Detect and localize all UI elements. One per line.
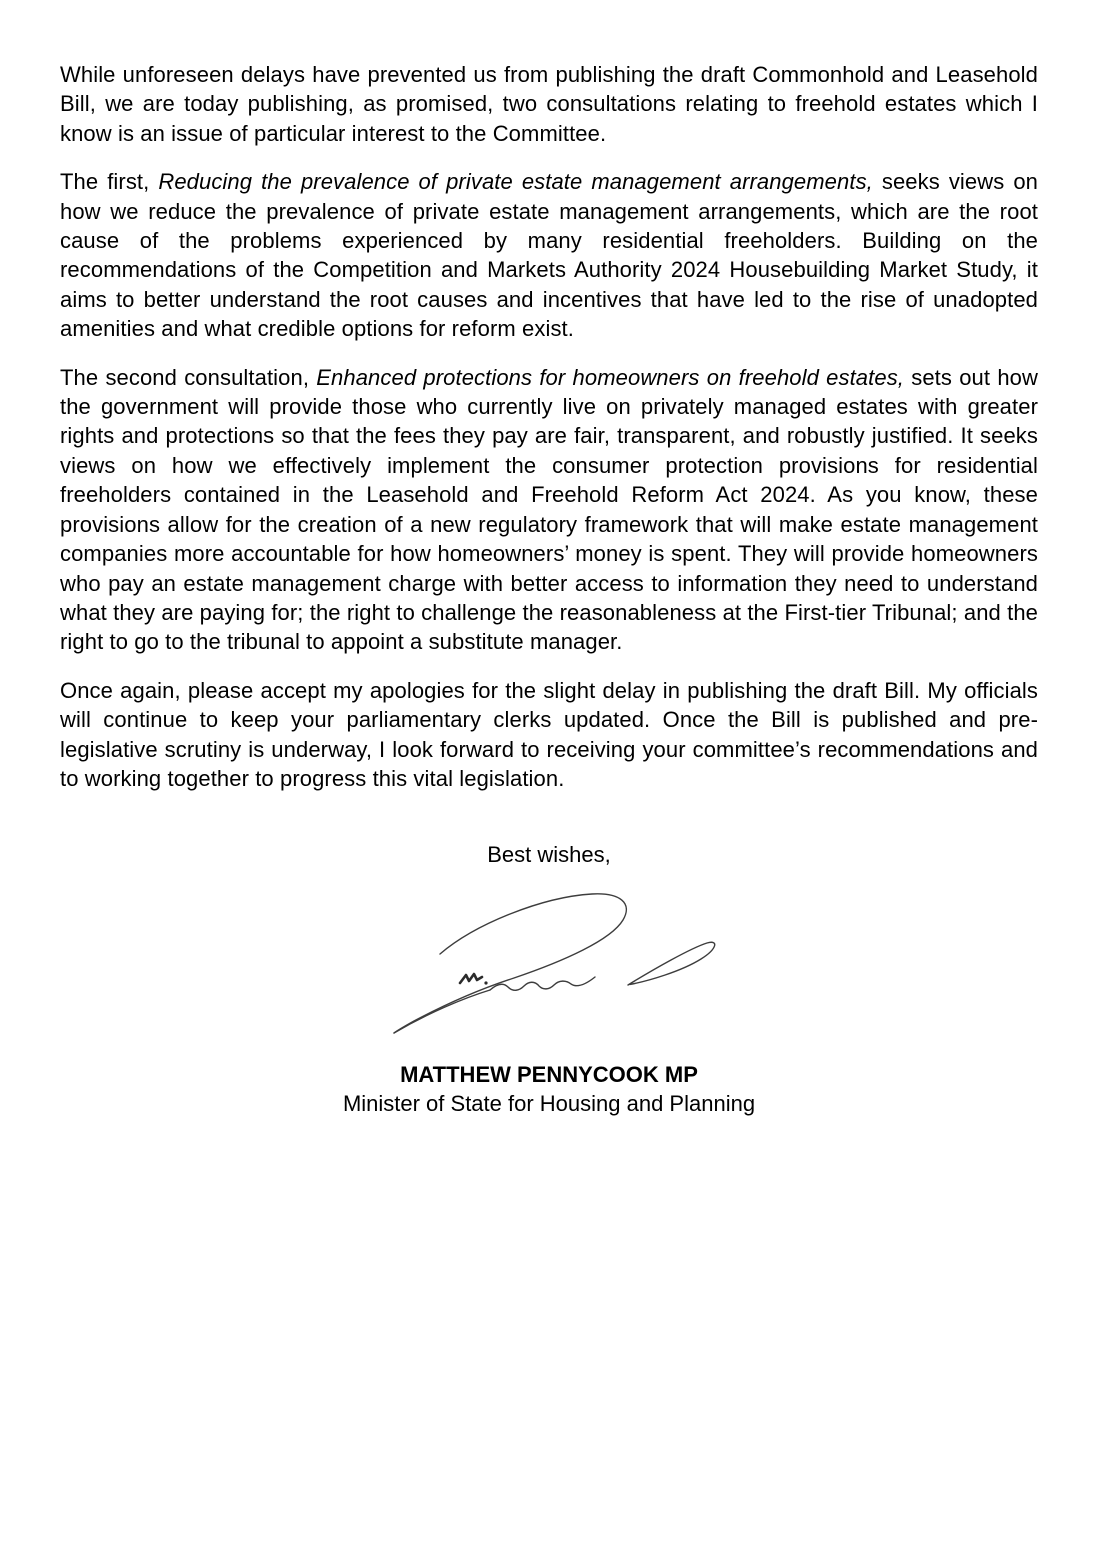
consultation-title-italic: Enhanced protections for homeowners on freehold estates,: [316, 364, 905, 390]
paragraph-text: sets out how the government will provide those who currently live on privately managed estates with greater rights and protections so that the fees they pay are fair, transparent, and robustly justified. It seeks views on how we effectively implement the consumer protection provisions for residential freeholders contained in the Leasehold and Freehold Reform Act 2024. As you know, these provisions allow for the creation of a new regulatory framework that will make estate management companies more accountable for how homeowners’ money is spent. They will provide homeowners who pay an estate management charge with better access to information they need to understand what they are paying for; the right to challenge the reasonableness at the First-tier Tribunal; and the right to go to the tribunal to appoint a substitute manager.: [60, 364, 1038, 655]
signature-image: [390, 880, 720, 1038]
paragraph-text: The second consultation,: [60, 364, 317, 390]
paragraph-2: [60, 167, 1038, 343]
paragraph-text: Once again, please accept my apologies for the slight delay in publishing the draft Bill. My officials will continue to keep your parliamentary clerks updated. Once the Bill is published and pre-legislative scrutiny is underway, I look forward to receiving your committee’s recommendations and to working together to progress this vital legislation.: [60, 677, 1038, 791]
paragraph-text: seeks views on how we reduce the prevalence of private estate management arrangements, which are the root cause of the problems experienced by many residential freeholders. Building on the recommendations of the Competition and Markets Authority 2024 Housebuilding Market Study, it aims to better understand the root causes and incentives that have led to the rise of unadopted amenities and what credible options for reform exist.: [60, 169, 1038, 342]
signatory-title: Minister of State for Housing and Planning: [342, 1091, 756, 1117]
paragraph-3: [60, 363, 1038, 657]
paragraph-4: [60, 676, 1038, 794]
paragraph-1: [60, 60, 1038, 148]
consultation-title-italic: Reducing the prevalence of private estate management arrangements,: [158, 169, 873, 195]
signatory-name: MATTHEW PENNYCOOK MP: [400, 1062, 698, 1088]
signatory-block: [60, 1060, 1038, 1118]
closing-salutation: Best wishes,: [487, 842, 611, 868]
paragraph-text: While unforeseen delays have prevented us from publishing the draft Commonhold and Leasehold Bill, we are today publishing, as promised, two consultations relating to freehold estates which I know is an issue of particular interest to the Committee.: [60, 62, 1038, 146]
paragraph-text: The first,: [60, 169, 159, 195]
signature-block: [390, 880, 720, 1038]
